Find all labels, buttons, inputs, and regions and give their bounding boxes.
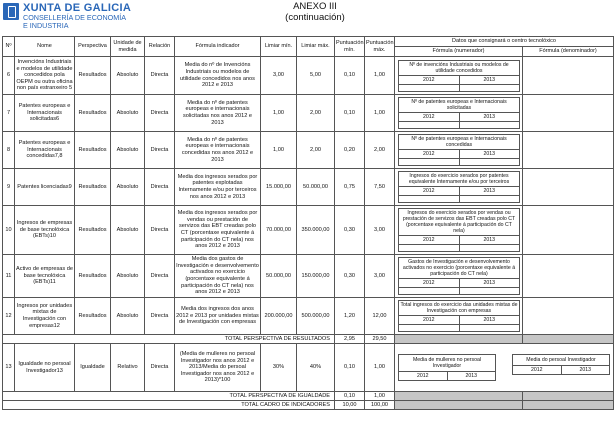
denominator-entry-cell [523, 206, 614, 255]
numerator-box: Gastos de Investigación e desenvolvemento activados no exercicio (porcentaxe equivalente á participación do CT nela) 2012 2013 [398, 257, 520, 295]
row-lmin: 50.000,00 [261, 255, 297, 298]
numerator-entry-cell [395, 298, 523, 335]
input-2012[interactable] [399, 288, 460, 294]
input-2013[interactable] [460, 122, 520, 128]
row-relacion: Directa [145, 132, 175, 169]
input-2012[interactable] [399, 245, 460, 251]
input-2012[interactable] [399, 159, 460, 165]
shaded-cell [395, 392, 523, 401]
row-unidade: Relativo [111, 344, 145, 392]
indicators-table [2, 36, 614, 410]
row-relacion: Directa [145, 169, 175, 206]
col-relacion: Relación [145, 37, 175, 57]
row-num: 13 [3, 344, 15, 392]
row-relacion: Directa [145, 298, 175, 335]
shaded-cell [523, 392, 614, 401]
row-perspectiva: Resultados [75, 206, 111, 255]
numerator-box: Ingresos do exercicio xerados por vendas ou prestación de servizos das EBT creadas polo CT (porcentaxe equivalente á participación do CT nela) 2012 2013 [398, 208, 520, 252]
row-unidade: Absoluto [111, 298, 145, 335]
numerator-entry-cell [395, 206, 523, 255]
row-pmin: 0,20 [335, 132, 365, 169]
row-perspectiva: Resultados [75, 298, 111, 335]
denominator-entry-cell [523, 95, 614, 132]
row-unidade: Absoluto [111, 169, 145, 206]
row-unidade: Absoluto [111, 255, 145, 298]
row-pmax: 3,00 [365, 255, 395, 298]
numerator-box: Nº de patentes europeas e Internacionais concedidas 2012 2013 [398, 134, 520, 166]
row-pmax: 7,50 [365, 169, 395, 206]
row-pmax: 1,00 [365, 95, 395, 132]
total-pmin: 0,10 [335, 392, 365, 401]
input-2012[interactable] [399, 196, 460, 202]
input-2013[interactable] [460, 196, 520, 202]
col-formula-numerador: Fórmula (numerador) [395, 47, 523, 57]
row-lmin: 30% [261, 344, 297, 392]
row-relacion: Directa [145, 344, 175, 392]
row-lmin: 70.000,00 [261, 206, 297, 255]
table-row [3, 57, 614, 95]
total-pmin: 2,95 [335, 335, 365, 344]
row-lmax: 150.000,00 [297, 255, 335, 298]
indicator-rows [3, 57, 614, 335]
row-nome: Igualdade no persoal Investigador13 [15, 344, 75, 392]
xunta-logo-icon [3, 3, 19, 20]
row-lmax: 50.000,00 [297, 169, 335, 206]
row-nome: Activo de empresas de base tecnolóxica (EBTs)11 [15, 255, 75, 298]
row-relacion: Directa [145, 57, 175, 95]
row-perspectiva: Igualdade [75, 344, 111, 392]
numerator-box: Total ingresos do exercicio das unidades mixtas de Investigación con empresas 2012 2013 [398, 300, 520, 332]
row-formula: Media do nº de patentes europeas e internacionais concedidas nos anos 2012 e 2013 [175, 132, 261, 169]
col-datos: Datos que consignará o centro tecnolóxico [395, 37, 614, 47]
numerator-entry-cell [395, 132, 523, 169]
row-pmin: 0,10 [335, 344, 365, 392]
col-limiar-max: Limiar máx. [297, 37, 335, 57]
numerator-box: Nº de invencións Industriais ou modelos de utilidade concedidos 2012 2013 [398, 60, 520, 92]
row-perspectiva: Resultados [75, 132, 111, 169]
document-header [0, 0, 615, 36]
row-lmax: 350.000,00 [297, 206, 335, 255]
numerator-entry-cell [395, 95, 523, 132]
row-pmax: 1,00 [365, 57, 395, 95]
organization-name: XUNTA DE GALICIA CONSELLERÍA DE ECONOMÍA E INDUSTRIA [23, 2, 132, 30]
col-formula: Fórmula indicador [175, 37, 261, 57]
row-formula: Media do nº de patentes europeas e internacionais solicitadas nos anos 2012 e 2013 [175, 95, 261, 132]
row-nome: Ingresos por unidades mixtas de Investigación con empresas12 [15, 298, 75, 335]
row-num: 10 [3, 206, 15, 255]
row-nome: Ingresos de empresas de base tecnolóxica (EBTs)10 [15, 206, 75, 255]
total-pmax: 1,00 [365, 392, 395, 401]
total-pmin: 10,00 [335, 401, 365, 410]
row-pmin: 0,30 [335, 206, 365, 255]
denominator-box: Media do persoal Investigador 2012 2013 [512, 354, 610, 375]
input-2012[interactable] [399, 325, 460, 331]
shaded-cell [395, 335, 523, 344]
total-resultados-row [3, 335, 614, 344]
table-row [3, 298, 614, 335]
row-formula: Media dos gastos de Investigación e desenvolvemento activados no exercicio (porcentaxe equivalente á participación do CT nela) nos anos 2012 e 2013 [175, 255, 261, 298]
row-num: 7 [3, 95, 15, 132]
total-igualdade-row [3, 392, 614, 401]
row-nome: Invencións Industriais e modelos de utilidade concedidos pola OEPM ou outra oficina non país estranxeiro 5 [15, 57, 75, 95]
row-lmin: 200.000,00 [261, 298, 297, 335]
row-pmin: 0,10 [335, 95, 365, 132]
table-row [3, 255, 614, 298]
row-formula: (Media de mulleres no persoal Investigador nos anos 2012 e 2013/Media do persoal Investigador nos anos 2012 e 2013)*100 [175, 344, 261, 392]
row-lmax: 500.000,00 [297, 298, 335, 335]
input-2013[interactable] [460, 159, 520, 165]
numerator-box: Ingresos do exercicio xerados por patentes equivalente Internamente e/ou por terceiros 2012 2013 [398, 171, 520, 203]
row-nome: Patentes europeas e Internacionais solicitadas6 [15, 95, 75, 132]
total-pmax: 100,00 [365, 401, 395, 410]
data-entry-cell [395, 344, 614, 392]
row-relacion: Directa [145, 95, 175, 132]
row-formula: Media dos ingresos dos anos 2012 e 2013 por unidades mixtas de Investigación con empresas [175, 298, 261, 335]
table-row [3, 132, 614, 169]
row-unidade: Absoluto [111, 95, 145, 132]
row-pmax: 2,00 [365, 132, 395, 169]
total-label: TOTAL PERSPECTIVA DE IGUALDADE [3, 392, 335, 401]
shaded-cell [523, 335, 614, 344]
denominator-entry-cell [523, 298, 614, 335]
table-row [3, 169, 614, 206]
row-formula: Media do nº de Invencións Industriais ou modelos de utilidade concedidos nos anos 2012 e 2013 [175, 57, 261, 95]
numerator-entry-cell [395, 169, 523, 206]
row-pmin: 1,20 [335, 298, 365, 335]
row-perspectiva: Resultados [75, 169, 111, 206]
denominator-entry-cell [523, 255, 614, 298]
numerator-box: Nº de patentes europeas e Internacionais solicitadas 2012 2013 [398, 97, 520, 129]
row-pmin: 0,75 [335, 169, 365, 206]
row-perspectiva: Resultados [75, 95, 111, 132]
row-nome: Patentes europeas e Internacionais concedidas7,8 [15, 132, 75, 169]
row-pmin: 0,30 [335, 255, 365, 298]
col-formula-denominador: Fórmula (denominador) [523, 47, 614, 57]
row-formula: Media dos ingresos xerados por patentes explotadas Internamente e/ou por terceiros nos anos 2012 e 2013 [175, 169, 261, 206]
row-relacion: Directa [145, 206, 175, 255]
table-row [3, 344, 614, 392]
row-num: 12 [3, 298, 15, 335]
row-pmin: 0,10 [335, 57, 365, 95]
total-label: TOTAL PERSPECTIVA DE RESULTADOS [3, 335, 335, 344]
row-lmax: 5,00 [297, 57, 335, 95]
col-puntuacion-max: Puntuación máx. [365, 37, 395, 57]
denominator-entry-cell [523, 57, 614, 95]
input-2013[interactable] [460, 325, 520, 331]
row-pmax: 12,00 [365, 298, 395, 335]
row-perspectiva: Resultados [75, 57, 111, 95]
row-lmin: 1,00 [261, 132, 297, 169]
row-num: 9 [3, 169, 15, 206]
total-cadro-row [3, 401, 614, 410]
total-label: TOTAL CADRO DE INDICADORES [3, 401, 335, 410]
row-lmin: 1,00 [261, 95, 297, 132]
input-2013[interactable] [460, 288, 520, 294]
row-unidade: Absoluto [111, 132, 145, 169]
denominator-entry-cell [523, 132, 614, 169]
input-2013[interactable] [460, 85, 520, 91]
row-relacion: Directa [145, 255, 175, 298]
col-num: Nº [3, 37, 15, 57]
shaded-cell [395, 401, 523, 410]
row-lmin: 3,00 [261, 57, 297, 95]
col-nome: Nome [15, 37, 75, 57]
row-pmax: 3,00 [365, 206, 395, 255]
numerator-box: Media de mulleres no persoal Investigador 2012 2013 [398, 354, 496, 381]
input-2013[interactable] [460, 245, 520, 251]
total-pmax: 29,50 [365, 335, 395, 344]
shaded-cell [523, 401, 614, 410]
table-row [3, 206, 614, 255]
table-row [3, 95, 614, 132]
row-perspectiva: Resultados [75, 255, 111, 298]
row-lmax: 2,00 [297, 132, 335, 169]
row-num: 11 [3, 255, 15, 298]
row-unidade: Absoluto [111, 57, 145, 95]
row-formula: Media dos ingresos xerados por vendas ou prestación de servizos das EBT creadas polo CT (porcentaxe equivalente á participación do CT nela) nos anos 2012 e 2013 [175, 206, 261, 255]
col-perspectiva: Perspectiva [75, 37, 111, 57]
row-lmax: 2,00 [297, 95, 335, 132]
input-2012[interactable] [399, 122, 460, 128]
row-lmin: 15.000,00 [261, 169, 297, 206]
col-unidade: Unidade de medida [111, 37, 145, 57]
input-2012[interactable] [399, 85, 460, 91]
col-limiar-min: Limiar mín. [261, 37, 297, 57]
denominator-entry-cell [523, 169, 614, 206]
row-pmax: 1,00 [365, 344, 395, 392]
row-lmax: 40% [297, 344, 335, 392]
numerator-entry-cell [395, 57, 523, 95]
row-unidade: Absoluto [111, 206, 145, 255]
annex-title: ANEXO III (continuación) [285, 1, 345, 23]
row-num: 6 [3, 57, 15, 95]
col-puntuacion-min: Puntuación mín. [335, 37, 365, 57]
numerator-entry-cell [395, 255, 523, 298]
row-num: 8 [3, 132, 15, 169]
row-nome: Patentes licenciadas9 [15, 169, 75, 206]
